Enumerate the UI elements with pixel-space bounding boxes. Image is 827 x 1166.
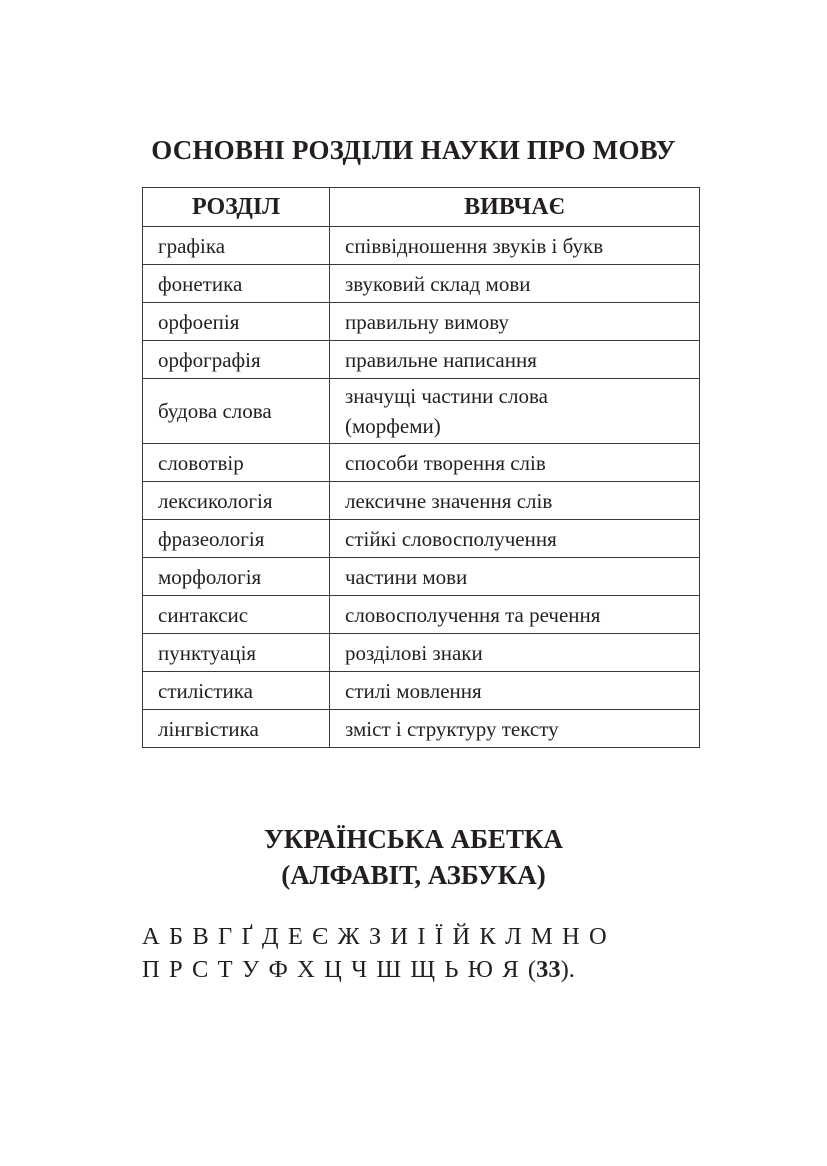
section-subject xyxy=(330,379,700,444)
alphabet-letter: Р xyxy=(169,956,183,983)
section-name: лексикологія xyxy=(143,482,330,520)
alphabet-letter: Г xyxy=(218,923,233,950)
alphabet-letter: Е xyxy=(287,923,303,950)
alphabet-letter: Й xyxy=(452,923,471,950)
table-row xyxy=(143,520,700,558)
alphabet-letter: Л xyxy=(504,923,522,950)
alphabet-line-1 xyxy=(142,923,712,951)
alphabet-title-line: (АЛФАВІТ, АЗБУКА) xyxy=(281,860,546,890)
table-row xyxy=(143,379,700,444)
alphabet-letter: Ь xyxy=(444,956,459,983)
table-row xyxy=(143,482,700,520)
section-subject: звуковий склад мови xyxy=(330,265,700,303)
alphabet-letter: Х xyxy=(297,956,315,983)
alphabet-letter: І xyxy=(417,923,426,950)
section-subject: лексичне значення слів xyxy=(330,482,700,520)
table-row xyxy=(143,265,700,303)
section-subject: правильне написання xyxy=(330,341,700,379)
section-subject: співвідношення звуків і букв xyxy=(330,227,700,265)
alphabet-letter: Ч xyxy=(351,956,368,983)
table-header-row xyxy=(143,188,700,227)
alphabet-title xyxy=(0,821,827,893)
table-row xyxy=(143,596,700,634)
letter-count: 33 xyxy=(536,956,561,983)
alphabet-letter: Н xyxy=(562,923,580,950)
table-row xyxy=(143,444,700,482)
section-name: будова слова xyxy=(143,379,330,444)
table-row xyxy=(143,672,700,710)
alphabet-letter: В xyxy=(192,923,209,950)
alphabet-letter: Ф xyxy=(268,956,288,983)
alphabet-letter: А xyxy=(142,923,160,950)
table-row xyxy=(143,341,700,379)
section-subject-line: (морфеми) xyxy=(345,414,441,438)
alphabet-letter: З xyxy=(368,923,382,950)
alphabet-letter: П xyxy=(142,956,160,983)
section-subject: розділові знаки xyxy=(330,634,700,672)
section-name: морфологія xyxy=(143,558,330,596)
section-subject: стійкі словосполучення xyxy=(330,520,700,558)
section-subject: способи творення слів xyxy=(330,444,700,482)
section-subject: частини мови xyxy=(330,558,700,596)
alphabet-letter: Ш xyxy=(376,956,402,983)
alphabet-letter: М xyxy=(530,923,553,950)
table-row xyxy=(143,558,700,596)
table-row xyxy=(143,710,700,748)
alphabet-letter: Ї xyxy=(434,923,444,950)
section-name: фонетика xyxy=(143,265,330,303)
section-name: орфографія xyxy=(143,341,330,379)
alphabet-line-2 xyxy=(142,956,712,984)
letter-count-close: ). xyxy=(560,956,575,983)
section-subject-line: значущі частини слова xyxy=(345,384,548,408)
table-row xyxy=(143,227,700,265)
alphabet-letter: И xyxy=(390,923,409,950)
page-title: ОСНОВНІ РОЗДІЛИ НАУКИ ПРО МОВУ xyxy=(151,135,676,165)
alphabet-letter: С xyxy=(191,956,209,983)
alphabet-letter: Я xyxy=(502,956,519,983)
alphabet-letter: Є xyxy=(312,923,329,950)
alphabet-letter: У xyxy=(241,956,260,983)
section-subject: зміст і структуру тексту xyxy=(330,710,700,748)
letter-count-open: ( xyxy=(527,956,537,983)
section-subject: стилі мовлення xyxy=(330,672,700,710)
section-name: пунктуація xyxy=(143,634,330,672)
alphabet-letter: Д xyxy=(261,923,279,950)
alphabet-letter: Ж xyxy=(337,923,360,950)
section-name: орфоепія xyxy=(143,303,330,341)
alphabet-letter: К xyxy=(479,923,496,950)
section-subject: словосполучення та речення xyxy=(330,596,700,634)
alphabet-letter: Б xyxy=(169,923,184,950)
alphabet-letter: Ц xyxy=(324,956,342,983)
alphabet-title-line: УКРАЇНСЬКА АБЕТКА xyxy=(263,824,564,854)
alphabet-letter: Ґ xyxy=(241,923,253,950)
section-name: лінгвістика xyxy=(143,710,330,748)
column-header-section: РОЗДІЛ xyxy=(143,188,330,227)
section-name: словотвір xyxy=(143,444,330,482)
table-row xyxy=(143,303,700,341)
section-name: стилістика xyxy=(143,672,330,710)
section-name: синтаксис xyxy=(143,596,330,634)
alphabet-letter: О xyxy=(589,923,607,950)
table-row xyxy=(143,634,700,672)
alphabet-letter: Ю xyxy=(467,956,493,983)
column-header-studies: ВИВЧАЄ xyxy=(330,188,700,227)
section-name: фразеологія xyxy=(143,520,330,558)
alphabet-letter: Т xyxy=(217,956,233,983)
section-name: графіка xyxy=(143,227,330,265)
alphabet-letter: Щ xyxy=(410,956,436,983)
section-subject: правильну вимову xyxy=(330,303,700,341)
language-sections-table xyxy=(142,187,700,748)
